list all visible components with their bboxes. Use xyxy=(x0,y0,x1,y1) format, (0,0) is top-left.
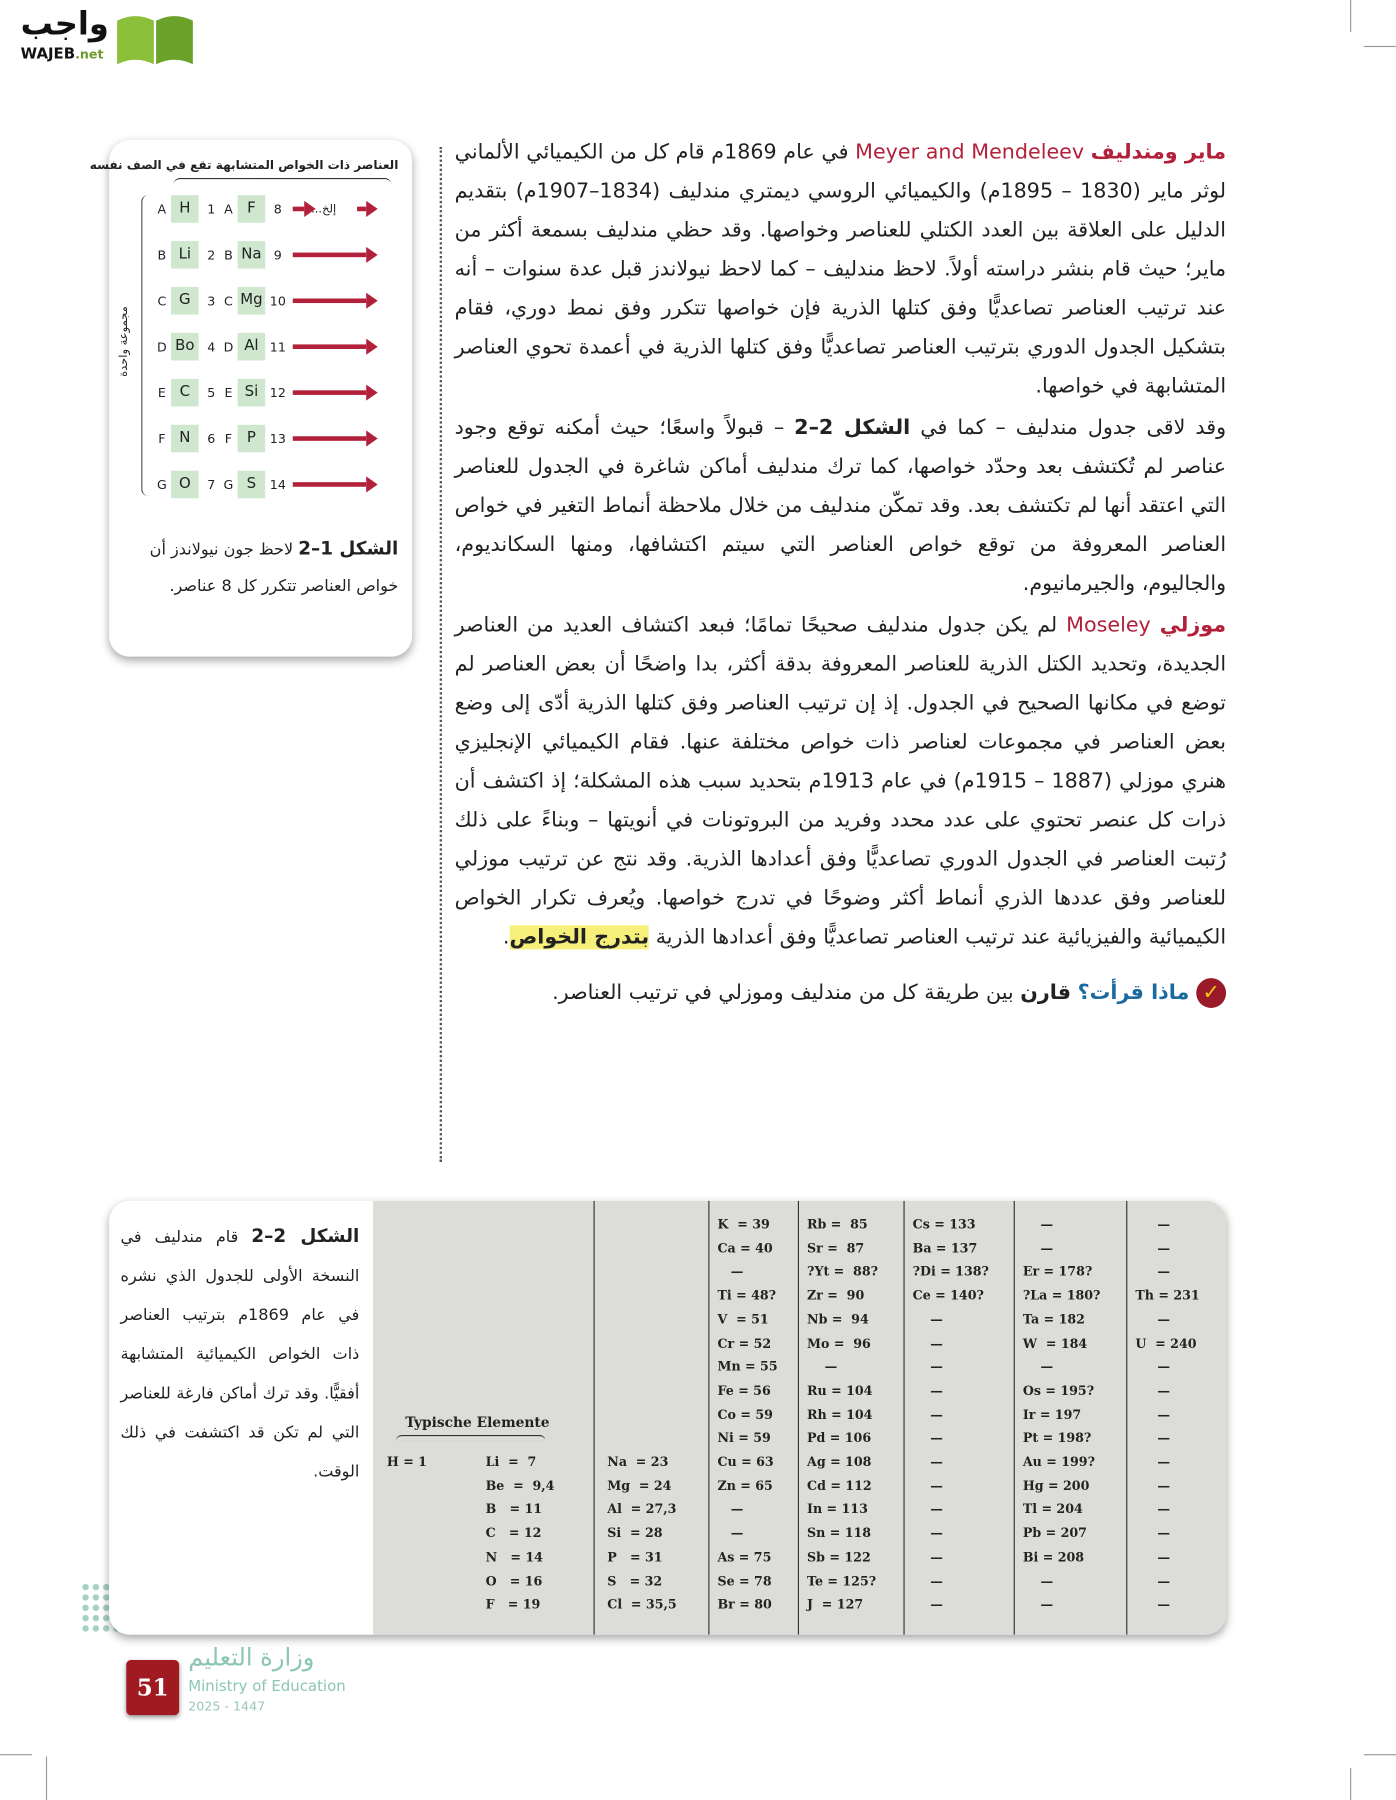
table-cell: ?La = 180? xyxy=(1022,1288,1101,1304)
table-cell: — xyxy=(1135,1406,1170,1422)
figure-label: الشكل 1–2 xyxy=(298,537,399,560)
table-cell: Os = 195? xyxy=(1022,1383,1095,1399)
row-letter: G xyxy=(223,476,234,492)
table-cell: Cs = 133 xyxy=(912,1216,976,1232)
table-cell: J = 127 xyxy=(807,1597,864,1613)
crop-mark xyxy=(1350,1768,1351,1800)
table-cell: Ru = 104 xyxy=(807,1383,873,1399)
arrow-icon xyxy=(293,253,366,258)
element-number: 11 xyxy=(269,339,286,355)
element-number: 7 xyxy=(207,476,216,492)
row-letter: E xyxy=(157,385,166,401)
element-number: 3 xyxy=(207,293,216,309)
table-cell: — xyxy=(1135,1549,1170,1565)
table-cell: V = 51 xyxy=(717,1311,769,1327)
brace xyxy=(141,195,151,496)
edition-year: 2025 - 1447 xyxy=(188,1699,266,1714)
logo-english xyxy=(21,46,104,63)
table-cell: — xyxy=(1135,1573,1170,1589)
row-letter: A xyxy=(157,201,167,217)
figure-title: العناصر ذات الخواص المتشابهة تقع في الصف نفسه xyxy=(89,158,399,173)
table-cell: U = 240 xyxy=(1135,1335,1197,1351)
element-number: 10 xyxy=(269,293,286,309)
table-cell: Bi = 208 xyxy=(1022,1549,1085,1565)
heading-english: Meyer and Mendeleev xyxy=(855,140,1085,165)
heading-meyer-mendeleev: ماير ومندليف xyxy=(1090,140,1227,165)
table-cell: Mo = 96 xyxy=(807,1335,871,1351)
book-icon xyxy=(115,11,195,66)
table-cell: — xyxy=(1135,1240,1170,1256)
figure-newlands-octaves xyxy=(89,140,412,657)
arrow-icon xyxy=(293,482,366,487)
question-text: بين طريقة كل من مندليف وموزلي في ترتيب العناصر. xyxy=(552,980,1021,1005)
table-cell: B = 11 xyxy=(485,1502,543,1517)
table-cell: Rh = 104 xyxy=(807,1406,873,1422)
logo-name: WAJEB xyxy=(20,45,76,64)
octave-row xyxy=(155,333,366,361)
table-cell: — xyxy=(1022,1573,1054,1589)
element-symbol: P xyxy=(238,425,266,453)
table-cell: Sn = 118 xyxy=(807,1525,872,1541)
crop-mark xyxy=(1364,46,1396,47)
table-cell: — xyxy=(912,1454,943,1470)
body-text xyxy=(455,133,1226,1010)
arrow-icon xyxy=(293,298,366,303)
octave-row xyxy=(155,379,366,407)
table-cell: In = 113 xyxy=(807,1502,868,1517)
octave-row xyxy=(155,241,366,269)
table-cell: — xyxy=(1135,1597,1170,1613)
table-cell: Zn = 65 xyxy=(717,1478,773,1494)
table-cell: Ca = 40 xyxy=(717,1240,773,1256)
table-cell: — xyxy=(717,1502,744,1517)
table-cell: Cl = 35,5 xyxy=(607,1597,677,1613)
table-cell: Tl = 204 xyxy=(1022,1502,1083,1517)
table-cell: N = 14 xyxy=(485,1549,543,1565)
key-term-periodic-law: بتدرج الخواص xyxy=(509,925,650,950)
paragraph-meyer-mendeleev xyxy=(455,133,1226,406)
caption-text: قام مندليف في النسخة الأولى للجدول الذي نشره في عام 1869م بترتيب العناصر ذات الخواص الكيميائية المتشابهة أفقيًّا. وقد ترك أماكن فارغة للعناصر التي لم تكن قد اكتشفت في ذلك الوقت. xyxy=(120,1228,360,1481)
brace xyxy=(396,1435,545,1441)
brace xyxy=(173,178,391,188)
table-cell: — xyxy=(1135,1430,1170,1446)
table-cell: — xyxy=(717,1525,744,1541)
table-cell: O = 16 xyxy=(485,1573,543,1589)
group-label: مجموعة واحدة xyxy=(117,306,131,377)
table-cell: Au = 199? xyxy=(1022,1454,1095,1470)
octave-row xyxy=(155,195,366,223)
table-cell: — xyxy=(717,1264,744,1280)
table-cell: Ag = 108 xyxy=(807,1454,872,1470)
table-cell: Hg = 200 xyxy=(1022,1478,1090,1494)
figure-label: الشكل 2–2 xyxy=(251,1224,360,1247)
row-letter: C xyxy=(157,293,167,309)
table-rule xyxy=(1126,1201,1127,1635)
element-number: 8 xyxy=(273,201,282,217)
element-symbol: Al xyxy=(238,333,266,361)
mendeleev-1869-table xyxy=(373,1201,1226,1635)
arrow-icon xyxy=(357,207,366,212)
table-cell: Nb = 94 xyxy=(807,1311,869,1327)
row-letter: C xyxy=(224,293,233,309)
table-cell: — xyxy=(1135,1478,1170,1494)
octave-row xyxy=(155,471,366,499)
logo-arabic: واجب xyxy=(20,4,109,43)
table-rule xyxy=(594,1201,595,1635)
element-number: 6 xyxy=(207,431,216,446)
table-cell: Fe = 56 xyxy=(717,1383,771,1399)
table-cell: W = 184 xyxy=(1022,1335,1088,1351)
table-cell: Sb = 122 xyxy=(807,1549,871,1565)
table-cell: Cd = 112 xyxy=(807,1478,872,1494)
table-cell: Na = 23 xyxy=(607,1454,669,1470)
table-cell: — xyxy=(1135,1525,1170,1541)
paragraph-end: . xyxy=(502,925,510,950)
table-cell: — xyxy=(912,1502,943,1517)
row-letter: B xyxy=(224,247,233,263)
table-cell: — xyxy=(912,1478,943,1494)
table-cell: Ce = 140? xyxy=(912,1288,984,1304)
table-cell: Ti = 48? xyxy=(717,1288,777,1304)
table-cell: H = 1 xyxy=(386,1454,427,1470)
row-letter: B xyxy=(157,247,167,263)
heading-english: Moseley xyxy=(1066,613,1151,638)
ministry-logo xyxy=(188,1644,383,1736)
table-cell: Co = 59 xyxy=(717,1406,773,1422)
table-cell: Sr = 87 xyxy=(807,1240,865,1256)
etc-label: ...إلخ xyxy=(311,202,337,216)
arrow-stub xyxy=(293,207,304,212)
table-cell: C = 12 xyxy=(485,1525,542,1541)
column-divider xyxy=(440,147,442,1162)
element-number: 9 xyxy=(273,247,282,263)
row-letter: G xyxy=(156,476,167,492)
table-cell: — xyxy=(1135,1383,1170,1399)
table-cell: F = 19 xyxy=(485,1597,541,1613)
table-cell: Mn = 55 xyxy=(717,1359,778,1375)
paragraph-moseley xyxy=(455,606,1226,957)
table-cell: — xyxy=(1135,1454,1170,1470)
table-cell: ?Di = 138? xyxy=(912,1264,989,1280)
table-cell: — xyxy=(1022,1597,1054,1613)
table-cell: — xyxy=(912,1430,943,1446)
checkmark-icon: ✓ xyxy=(1196,978,1226,1008)
ministry-english: Ministry of Education xyxy=(188,1678,346,1696)
element-symbol: Li xyxy=(171,241,199,269)
element-symbol: S xyxy=(238,471,266,499)
table-cell: — xyxy=(807,1359,838,1375)
row-letter: D xyxy=(223,339,234,355)
element-symbol: Si xyxy=(238,379,266,407)
arrow-icon xyxy=(293,390,366,395)
table-cell: S = 32 xyxy=(607,1573,663,1589)
table-cell: — xyxy=(1135,1264,1170,1280)
arrow-icon xyxy=(293,344,366,349)
figure-mendeleev-table xyxy=(109,1201,1226,1635)
table-cell: — xyxy=(912,1359,943,1375)
table-cell: — xyxy=(912,1406,943,1422)
ministry-arabic: وزارة التعليم xyxy=(188,1643,315,1672)
table-cell: Zr = 90 xyxy=(807,1288,865,1304)
table-cell: Cu = 63 xyxy=(717,1454,774,1470)
row-letter: D xyxy=(156,339,167,355)
table-cell: — xyxy=(912,1549,943,1565)
element-symbol: Na xyxy=(238,241,266,269)
table-cell: P = 31 xyxy=(607,1549,663,1565)
reading-check-label: ماذا قرأت؟ xyxy=(1077,980,1190,1005)
table-cell: — xyxy=(912,1311,943,1327)
paragraph-text: في عام 1869م قام كل من الكيميائي الألماني لوثر ماير (1830 – 1895م) والكيميائي الروسي ديمتري مندليف (1834–1907م) بتقديم الدليل على العلاقة بين العدد الكتلي للعناصر وخواصها. وقد حظي مندليف بسمعة أكثر من ماير؛ حيث قام بنشر دراسته أولاً. لاحظ مندليف – كما لاحظ نيولاندز قبل عدة سنوات – أنه عند ترتيب العناصر تصاعديًّا وفق كتلها الذرية فإن خواصها تتكرر وفق نمط دوري، فقام بتشكيل الجدول الدوري بترتيب العناصر تصاعديًّا وفق كتلها الذرية في أعمدة تحوي العناصر المتشابهة في خواصها. xyxy=(454,140,1227,399)
element-symbol: G xyxy=(171,287,199,315)
element-symbol: N xyxy=(171,425,199,453)
table-cell: Li = 7 xyxy=(485,1454,537,1470)
table-cell: As = 75 xyxy=(717,1549,772,1565)
table-cell: — xyxy=(912,1525,943,1541)
table-cell: — xyxy=(1022,1216,1054,1232)
element-symbol: Mg xyxy=(238,287,266,315)
table-cell: — xyxy=(1135,1359,1170,1375)
table-rule xyxy=(903,1201,904,1635)
heading-moseley: موزلي xyxy=(1159,613,1227,638)
paragraph-mendeleev-table xyxy=(455,409,1226,604)
row-letter: F xyxy=(158,431,166,446)
table-cell: — xyxy=(1135,1311,1170,1327)
table-cell: — xyxy=(912,1573,943,1589)
caption-text: لاحظ جون نيولاندز أن خواص العناصر تتكرر كل 8 عناصر. xyxy=(149,540,399,596)
row-letter: A xyxy=(224,201,233,217)
table-cell: Al = 27,3 xyxy=(607,1502,677,1517)
table-rule xyxy=(708,1201,709,1635)
page-number: 51 xyxy=(126,1660,179,1715)
element-number: 1 xyxy=(207,201,216,217)
table-cell: — xyxy=(912,1335,943,1351)
table-cell: Th = 231 xyxy=(1135,1288,1200,1304)
table-cell: — xyxy=(912,1597,943,1613)
table-cell: — xyxy=(1135,1502,1170,1517)
table-cell: — xyxy=(912,1383,943,1399)
table-rule xyxy=(798,1201,799,1635)
table-cell: Ba = 137 xyxy=(912,1240,978,1256)
element-number: 14 xyxy=(269,476,286,492)
element-symbol: Bo xyxy=(171,333,199,361)
table-cell: Br = 80 xyxy=(717,1597,772,1613)
table-cell: K = 39 xyxy=(717,1216,770,1232)
table-cell: Mg = 24 xyxy=(607,1478,672,1494)
arrow-icon xyxy=(293,436,366,441)
crop-mark xyxy=(46,1756,47,1800)
element-symbol: C xyxy=(171,379,199,407)
crop-mark xyxy=(1350,0,1351,32)
element-symbol: F xyxy=(238,195,266,223)
crop-mark xyxy=(0,1754,32,1755)
table-cell: Rb = 85 xyxy=(807,1216,868,1232)
table-cell: — xyxy=(1135,1216,1170,1232)
element-number: 4 xyxy=(207,339,216,355)
table-cell: Pd = 106 xyxy=(807,1430,872,1446)
figure-caption xyxy=(121,1217,360,1491)
logo-tld: .net xyxy=(75,47,104,62)
row-letter: F xyxy=(224,431,233,446)
table-cell: Se = 78 xyxy=(717,1573,772,1589)
element-number: 13 xyxy=(269,431,286,446)
paragraph-text: لم يكن جدول مندليف صحيحًا تمامًا؛ فبعد اكتشاف العديد من العناصر الجديدة، وتحديد الكتل الذرية للعناصر المعروفة بدقة أكثر، بدا واضحًا أن بعض العناصر لم توضع في مكانها الصحيح في الجدول. إذ إن ترتيب العناصر وفق كتلها الذرية أدّى إلى وضع بعض العناصر في مجموعات لعناصر ذات خواص مختلفة عنها. فقام الكيميائي الإنجليزي هنري موزلي (1887 – 1915م) في عام 1913م بتحديد سبب هذه المشكلة؛ إذ اكتشف أن ذرات كل عنصر تحتوي على عدد محدد وفريد من البروتونات في أنويتها – وبناءً على ذلك رُتبت العناصر في الجدول الدوري تصاعديًّا وفق أعدادها الذرية. وقد نتج عن ترتيب موزلي للعناصر وفق عددها الذري أنماط أكثر وضوحًا في تدرج خواصها. ويُعرف تكرار الخواص الكيميائية والفيزيائية عند ترتيب العناصر تصاعديًّا وفق أعدادها الذرية xyxy=(454,613,1227,950)
table-cell: Pb = 207 xyxy=(1022,1525,1087,1541)
figure-caption xyxy=(123,530,399,605)
table-cell: Te = 125? xyxy=(807,1573,877,1589)
typische-elemente-label: Typische Elemente xyxy=(405,1414,550,1431)
table-cell: Ir = 197 xyxy=(1022,1406,1082,1422)
octave-row xyxy=(155,287,366,315)
table-cell: Be = 9,4 xyxy=(485,1478,555,1494)
table-cell: Pt = 198? xyxy=(1022,1430,1092,1446)
table-cell: — xyxy=(1022,1240,1054,1256)
paragraph-text: وقد لاقى جدول مندليف – كما في xyxy=(910,415,1227,440)
table-rule xyxy=(1014,1201,1015,1635)
table-cell: Er = 178? xyxy=(1022,1264,1093,1280)
paragraph-text: – قبولاً واسعًا؛ حيث أمكنه توقع وجود عناصر لم تُكتشف بعد وحدّد خواصها، كما ترك مندليف أماكن شاغرة في الجدول للعناصر التي اعتقد أنها لم تكتشف بعد. وقد تمكّن مندليف من خلال ملاحظة أنماط التغير في خواص العناصر المعروفة من توقع خواص العناصر التي سيتم اكتشافها، ومنها السكانديوم، والجاليوم، والجيرمانيوم. xyxy=(454,415,1227,596)
crop-mark xyxy=(1364,1754,1396,1755)
element-number: 12 xyxy=(269,385,286,401)
wajeb-logo xyxy=(9,5,193,69)
octave-row xyxy=(155,425,366,453)
table-cell: ?Yt = 88? xyxy=(807,1264,879,1280)
element-symbol: O xyxy=(171,471,199,499)
question-verb: قارن xyxy=(1020,980,1072,1005)
row-letter: E xyxy=(224,385,233,401)
element-symbol: H xyxy=(171,195,199,223)
table-cell: — xyxy=(1022,1359,1054,1375)
reading-check xyxy=(455,976,1226,1010)
table-cell: Ni = 59 xyxy=(717,1430,771,1446)
element-number: 2 xyxy=(207,247,216,263)
figure-reference[interactable]: الشكل 2–2 xyxy=(794,415,911,440)
table-cell: Si = 28 xyxy=(607,1525,663,1541)
table-cell: Cr = 52 xyxy=(717,1335,772,1351)
table-cell: Ta = 182 xyxy=(1022,1311,1085,1327)
element-number: 5 xyxy=(207,385,216,401)
